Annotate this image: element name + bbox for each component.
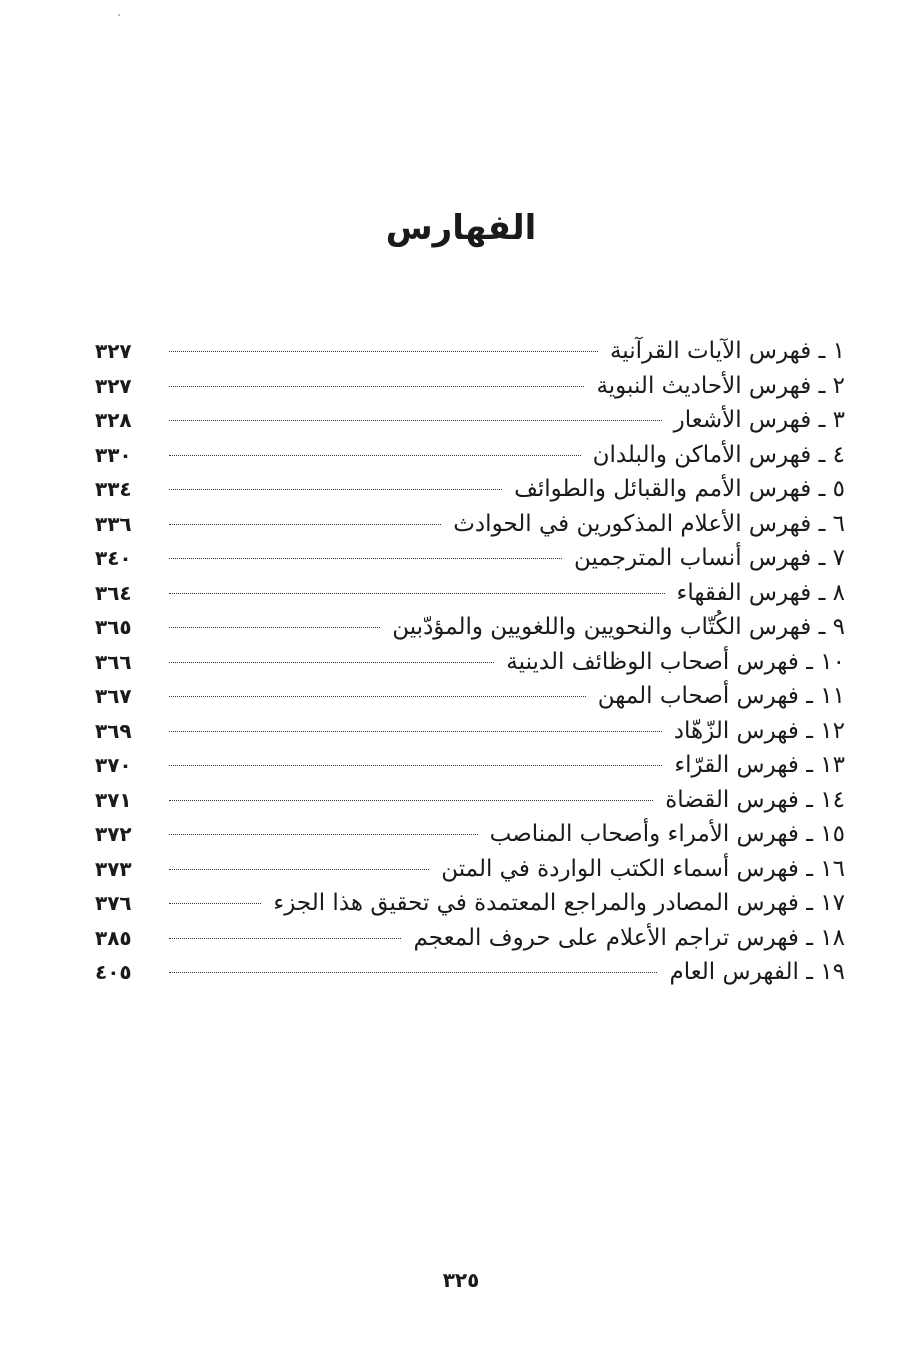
- toc-entry-page: ٣٦٤: [95, 580, 132, 605]
- dot-leader: [169, 386, 584, 387]
- toc-entry-label: ١٥ ـ فهرس الأمراء وأصحاب المناصب: [489, 821, 845, 847]
- toc-entry-page: ٣٣٠: [95, 442, 132, 467]
- toc-entry[interactable]: [95, 334, 845, 369]
- dot-leader: [169, 696, 586, 697]
- dot-leader: [169, 351, 598, 352]
- toc-entry-page: ٣٧٢: [95, 822, 132, 846]
- toc-entry-label: ١٦ ـ فهرس أسماء الكتب الواردة في المتن: [441, 855, 845, 882]
- dot-leader: [169, 869, 429, 870]
- dot-leader: [169, 903, 261, 904]
- toc-entry-label: ٨ ـ فهرس الفقهاء: [676, 579, 845, 606]
- toc-entry-label: ١٤ ـ فهرس القضاة: [665, 786, 845, 813]
- dot-leader: [169, 800, 653, 801]
- toc-entry[interactable]: [95, 369, 845, 404]
- toc-entry-label: ١٧ ـ فهرس المصادر والمراجع المعتمدة في تحقيق هذا الجزء: [273, 890, 845, 916]
- toc-entry[interactable]: [95, 507, 845, 542]
- toc-entry-label: ٦ ـ فهرس الأعلام المذكورين في الحوادث: [453, 510, 845, 537]
- dot-leader: [169, 524, 441, 525]
- dot-leader: [169, 834, 478, 835]
- toc-entry[interactable]: [95, 472, 845, 507]
- toc-entry[interactable]: [95, 921, 845, 956]
- dot-leader: [169, 455, 581, 456]
- toc-entry-label: ١٢ ـ فهرس الزّهّاد: [673, 717, 845, 744]
- toc-entry[interactable]: [95, 817, 845, 852]
- toc-entry-page: ٣٦٥: [95, 615, 132, 639]
- dot-leader: [169, 593, 665, 594]
- toc-entry[interactable]: [95, 403, 845, 438]
- toc-entry[interactable]: [95, 955, 845, 990]
- toc-entry-label: ١ ـ فهرس الآيات القرآنية: [609, 338, 845, 364]
- dot-leader: [169, 627, 380, 628]
- toc-entry-label: ٣ ـ فهرس الأشعار: [673, 407, 845, 433]
- toc-entry-page: ٤٠٥: [95, 960, 132, 984]
- toc-entry-page: ٣٦٦: [95, 649, 132, 674]
- toc-entry[interactable]: [95, 438, 845, 473]
- toc-entry-page: ٣٢٨: [95, 408, 132, 432]
- toc-entry[interactable]: [95, 541, 845, 576]
- page-number: ٣٢٥: [442, 1268, 480, 1292]
- toc-entry-label: ٥ ـ فهرس الأمم والقبائل والطوائف: [514, 476, 845, 502]
- toc-entry-page: ٣٤٠: [95, 546, 132, 570]
- toc-entry[interactable]: [95, 783, 845, 818]
- table-of-contents: [95, 334, 845, 990]
- dot-leader: [169, 765, 662, 766]
- toc-entry-label: ١٠ ـ فهرس أصحاب الوظائف الدينية: [506, 648, 845, 675]
- toc-entry[interactable]: [95, 886, 845, 921]
- dot-leader: [169, 489, 502, 490]
- toc-entry[interactable]: [95, 645, 845, 680]
- dot-leader: [169, 938, 401, 939]
- page-title: الفهارس: [385, 208, 537, 248]
- toc-entry[interactable]: [95, 679, 845, 714]
- toc-entry-page: ٣٢٧: [95, 339, 132, 363]
- dot-leader: [169, 662, 494, 663]
- toc-entry-page: ٣٢٧: [95, 373, 132, 398]
- toc-entry-page: ٣٧٠: [95, 753, 132, 777]
- toc-entry-label: ١٨ ـ فهرس تراجم الأعلام على حروف المعجم: [413, 924, 845, 951]
- dot-leader: [169, 558, 562, 559]
- toc-entry-label: ٧ ـ فهرس أنساب المترجمين: [574, 545, 845, 571]
- toc-entry[interactable]: [95, 576, 845, 611]
- toc-entry-page: ٣٦٩: [95, 718, 132, 743]
- toc-entry-page: ٣٧١: [95, 787, 132, 812]
- scan-speck: [118, 14, 120, 16]
- dot-leader: [169, 731, 662, 732]
- dot-leader: [169, 420, 662, 421]
- dot-leader: [169, 972, 657, 973]
- toc-entry-label: ٢ ـ فهرس الأحاديث النبوية: [596, 372, 845, 399]
- toc-entry-label: ١٩ ـ الفهرس العام: [669, 959, 845, 985]
- toc-entry-page: ٣٣٤: [95, 477, 132, 501]
- toc-entry-page: ٣٦٧: [95, 684, 132, 708]
- toc-entry[interactable]: [95, 714, 845, 749]
- toc-entry-page: ٣٨٥: [95, 925, 132, 950]
- toc-entry-label: ١١ ـ فهرس أصحاب المهن: [597, 683, 845, 709]
- toc-entry[interactable]: [95, 610, 845, 645]
- toc-entry-page: ٣٣٦: [95, 511, 132, 536]
- toc-entry-page: ٣٧٦: [95, 891, 132, 915]
- toc-entry-label: ٤ ـ فهرس الأماكن والبلدان: [592, 441, 845, 468]
- toc-entry[interactable]: [95, 852, 845, 887]
- toc-entry-page: ٣٧٣: [95, 856, 132, 881]
- toc-entry-label: ٩ ـ فهرس الكُتّاب والنحويين واللغويين والمؤدّبين: [392, 614, 845, 640]
- toc-entry-label: ١٣ ـ فهرس القرّاء: [674, 752, 845, 778]
- toc-entry[interactable]: [95, 748, 845, 783]
